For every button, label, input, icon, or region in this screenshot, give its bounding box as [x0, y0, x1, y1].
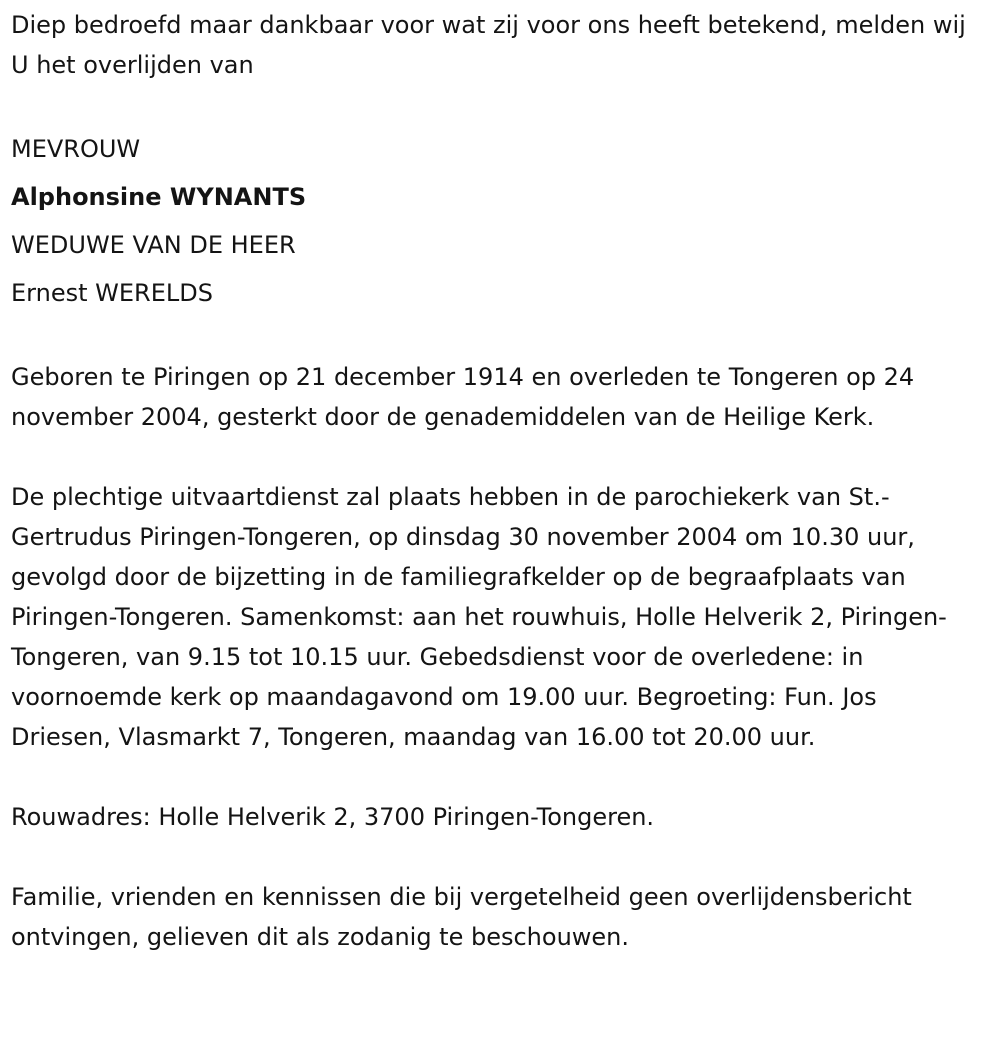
intro-paragraph: Diep bedroefd maar dankbaar voor wat zij voor ons heeft betekend, melden wij U het overlijden van	[11, 11, 966, 79]
birth-death-paragraph: Geboren te Piringen op 21 december 1914 en overleden te Tongeren op 24 november 2004, gesterkt door de genademiddelen van de Heilige Kerk.	[11, 363, 915, 431]
closing-paragraph: Familie, vrienden en kennissen die bij vergetelheid geen overlijdensbericht ontvingen, gelieven dit als zodanig te beschouwen.	[11, 883, 912, 951]
address-paragraph: Rouwadres: Holle Helverik 2, 3700 Piringen-Tongeren.	[11, 803, 655, 831]
deceased-block	[11, 125, 975, 317]
deceased-relation: WEDUWE VAN DE HEER	[11, 231, 296, 259]
deceased-name: Alphonsine WYNANTS	[11, 183, 307, 211]
spouse-name: Ernest WERELDS	[11, 279, 213, 307]
deceased-title: MEVROUW	[11, 135, 141, 163]
funeral-paragraph: De plechtige uitvaartdienst zal plaats hebben in de parochiekerk van St.-Gertrudus Piringen-Tongeren, op dinsdag 30 november 2004 om 10.30 uur, gevolgd door de bijzetting in de familiegrafkelder op de begraafplaats van Piringen-Tongeren. Samenkomst: aan het rouwhuis, Holle Helverik 2, Piringen-Tongeren, van 9.15 tot 10.15 uur. Gebedsdienst voor de overledene: in voornoemde kerk op maandagavond om 19.00 uur. Begroeting: Fun. Jos Driesen, Vlasmarkt 7, Tongeren, maandag van 16.00 tot 20.00 uur.	[11, 483, 947, 751]
